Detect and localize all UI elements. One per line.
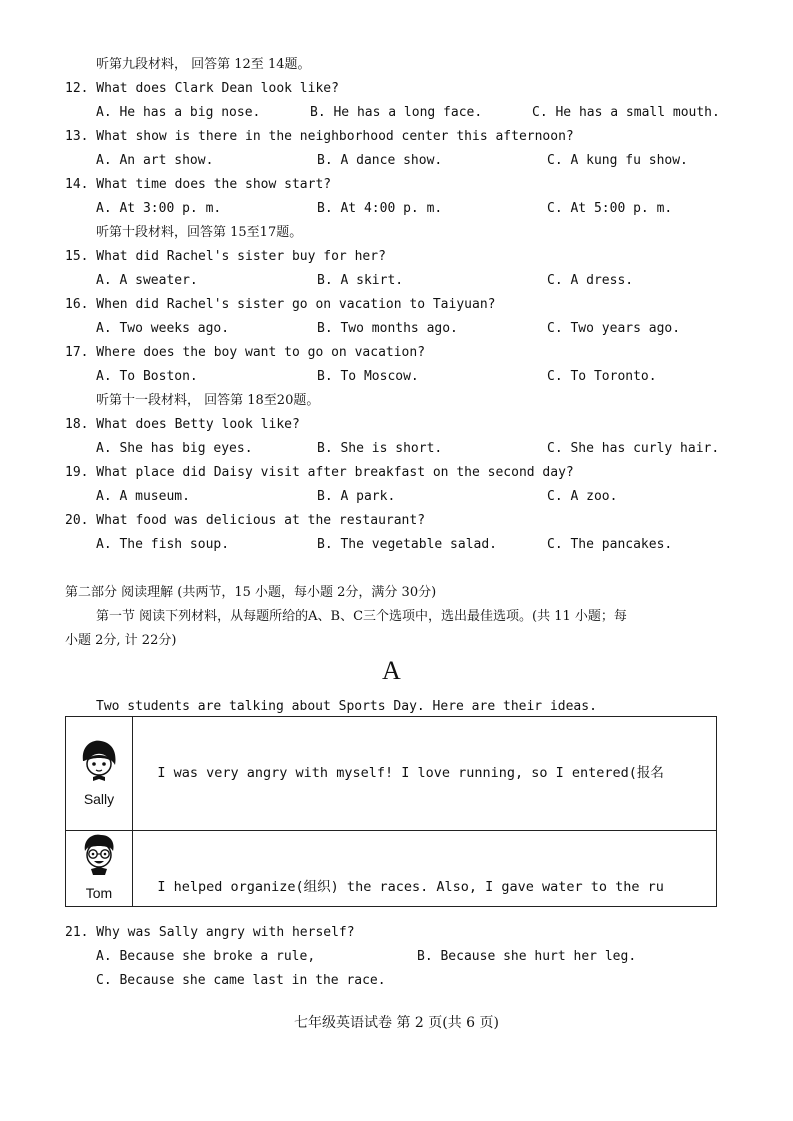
sally-text	[133, 717, 717, 831]
option-17a: A. To Boston.	[96, 369, 198, 384]
option-21a: A. Because she broke a rule,	[96, 949, 316, 964]
ideas-table	[65, 716, 717, 907]
question-20: 20. What food was delicious at the restaurant?	[65, 513, 426, 528]
option-15a: A. A sweater.	[96, 273, 198, 288]
question-21: 21. Why was Sally angry with herself?	[65, 925, 355, 940]
option-15b: B. A skirt.	[317, 273, 404, 288]
question-19: 19. What place did Daisy visit after breakfast on the second day?	[65, 465, 574, 480]
tom-line: I helped organize(组织) the races. Also, I gave water to the ru	[133, 879, 664, 896]
option-20a: A. The fish soup.	[96, 537, 230, 552]
option-18c: C. She has curly hair.	[547, 441, 720, 456]
question-16: 16. When did Rachel's sister go on vacation to Taiyuan?	[65, 297, 496, 312]
option-21b: B. Because she hurt her leg.	[417, 949, 637, 964]
option-19c: C. A zoo.	[547, 489, 618, 504]
option-16b: B. Two months ago.	[317, 321, 458, 336]
option-13c: C. A kung fu show.	[547, 153, 688, 168]
question-13: 13. What show is there in the neighborhood center this afternoon?	[65, 129, 574, 144]
option-18b: B. She is short.	[317, 441, 443, 456]
option-17c: C. To Toronto.	[547, 369, 657, 384]
section-header-10: 听第十段材料，回答第 15至17题。	[96, 225, 303, 240]
question-17: 17. Where does the boy want to go on vacation?	[65, 345, 426, 360]
option-16c: C. Two years ago.	[547, 321, 681, 336]
option-13b: B. A dance show.	[317, 153, 443, 168]
question-14: 14. What time does the show start?	[65, 177, 332, 192]
option-20b: B. The vegetable salad.	[317, 537, 498, 552]
option-21c: C. Because she came last in the race.	[96, 973, 386, 988]
sally-line: I was very angry with myself! I love running, so I entered(报名	[133, 765, 664, 782]
tom-text	[133, 831, 717, 907]
tom-avatar	[79, 833, 119, 875]
question-18: 18. What does Betty look like?	[65, 417, 300, 432]
part-two-header: 第二部分 阅读理解 (共两节，15 小题，每小题 2分，满分 30分)	[65, 585, 437, 600]
tom-name: Tom	[85, 885, 113, 901]
sally-cell	[66, 717, 133, 831]
option-12c: C. He has a small mouth.	[532, 105, 720, 120]
option-12a: A. He has a big nose.	[96, 105, 261, 120]
option-14b: B. At 4:00 p. m.	[317, 201, 443, 216]
option-14c: C. At 5:00 p. m.	[547, 201, 673, 216]
option-16a: A. Two weeks ago.	[96, 321, 230, 336]
question-15: 15. What did Rachel's sister buy for her?	[65, 249, 386, 264]
option-15c: C. A dress.	[547, 273, 634, 288]
option-17b: B. To Moscow.	[317, 369, 419, 384]
section-header-9: 听第九段材料， 回答第 12至 14题。	[96, 57, 311, 72]
passage-title: A	[382, 656, 401, 685]
option-12b: B. He has a long face.	[310, 105, 483, 120]
option-13a: A. An art show.	[96, 153, 214, 168]
section-header-11: 听第十一段材料， 回答第 18至20题。	[96, 393, 320, 408]
option-19b: B. A park.	[317, 489, 396, 504]
option-18a: A. She has big eyes.	[96, 441, 253, 456]
sally-avatar	[79, 739, 119, 783]
page-footer: 七年级英语试卷 第 2 页(共 6 页)	[294, 1015, 499, 1031]
tom-text-cell	[133, 831, 717, 907]
tom-cell	[66, 831, 133, 907]
section-one-instructions-cont: 小题 2分, 计 22分)	[65, 633, 177, 648]
sally-name: Sally	[83, 791, 115, 807]
question-12: 12. What does Clark Dean look like?	[65, 81, 339, 96]
passage-intro: Two students are talking about Sports Day. Here are their ideas.	[96, 699, 597, 714]
tom-row	[66, 831, 717, 907]
section-one-instructions: 第一节 阅读下列材料，从每题所给的A、B、C三个选项中，选出最佳选项。(共 11 小题；每	[96, 609, 627, 624]
option-20c: C. The pancakes.	[547, 537, 673, 552]
option-19a: A. A museum.	[96, 489, 190, 504]
sally-row	[66, 717, 717, 831]
option-14a: A. At 3:00 p. m.	[96, 201, 222, 216]
sally-text-cell	[133, 717, 717, 831]
